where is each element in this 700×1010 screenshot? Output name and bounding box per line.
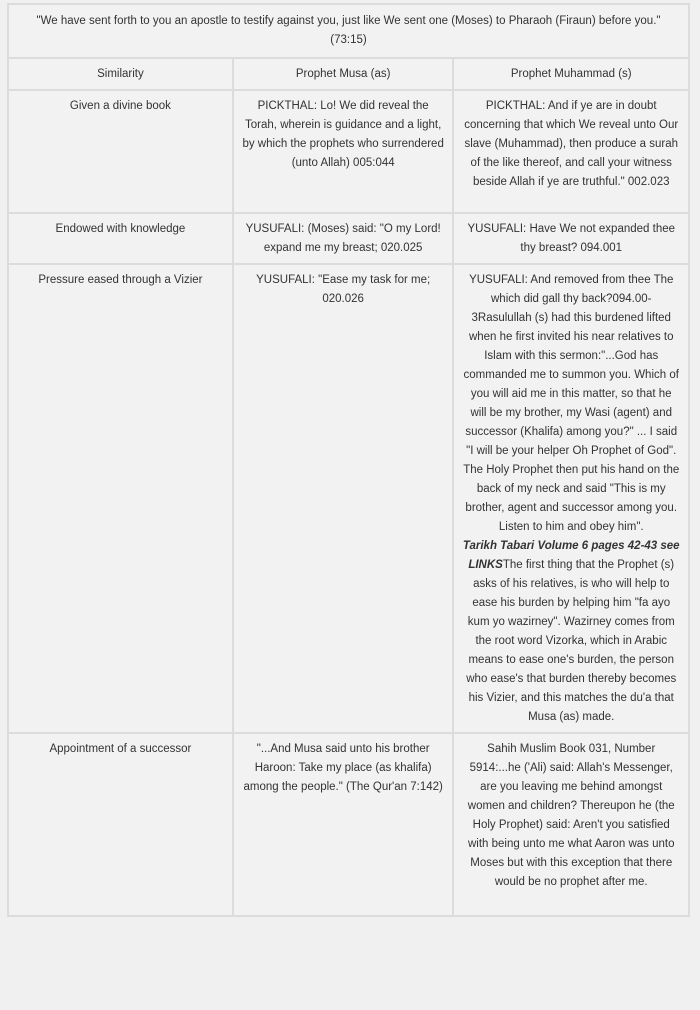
muhammad-cell: Sahih Muslim Book 031, Number 5914:...he ('Ali) said: Allah's Messenger, are you leaving me behind amongst women and children? Thereupon he (the Holy Prophet) said: Aren't you satisfied with being unto me what Aaron was unto Moses but with this exception that there would be no prophet after me. — [453, 733, 689, 916]
header-similarity: Similarity — [8, 58, 233, 90]
header-prophet-musa: Prophet Musa (as) — [233, 58, 454, 90]
table-row — [8, 264, 689, 733]
source-reference-link[interactable]: Tarikh Tabari Volume 6 pages 42-43 see LINKS — [462, 540, 680, 571]
similarity-cell: Pressure eased through a Vizier — [8, 264, 233, 733]
similarity-cell: Endowed with knowledge — [8, 213, 233, 264]
musa-cell: "...And Musa said unto his brother Haroon: Take my place (as khalifa) among the people." (The Qur'an 7:142) — [233, 733, 454, 916]
similarity-cell: Given a divine book — [8, 90, 233, 213]
musa-cell: PICKTHAL: Lo! We did reveal the Torah, wherein is guidance and a light, by which the prophets who surrendered (unto Allah) 005:044 — [233, 90, 454, 213]
musa-cell: YUSUFALI: "Ease my task for me; 020.026 — [233, 264, 454, 733]
header-prophet-muhammad: Prophet Muhammad (s) — [453, 58, 689, 90]
musa-cell: YUSUFALI: (Moses) said: "O my Lord! expand me my breast; 020.025 — [233, 213, 454, 264]
comparison-table-container — [7, 3, 690, 917]
comparison-table — [7, 3, 690, 917]
muhammad-cell — [453, 264, 689, 733]
header-row — [8, 58, 689, 90]
muhammad-cell: PICKTHAL: And if ye are in doubt concerning that which We reveal unto Our slave (Muhammad), then produce a surah of the like thereof, and call your witness beside Allah if ye are truthful." 002.023 — [453, 90, 689, 213]
muhammad-cell-continuation: The first thing that the Prophet (s) asks of his relatives, is who will help to ease his burden by helping him "fa ayo kum yo wazirney". Wazirney comes from the root word Vizorka, which in Arabic means to ease one's burden, the person who ease's that burden thereby becomes his Vizier, and this matches the du'a that Musa (as) made. — [466, 559, 677, 723]
muhammad-cell-text: YUSUFALI: And removed from thee The which did gall thy back?094.00-3Rasulullah (s) had this burdened lifted when he first invited his near relatives to Islam with this sermon:"...God has commanded me to summon you. Which of you will aid me in this matter, so that he will be my brother, my Wasi (agent) and successor (Khalifa) among you?" ... I said "I will be your helper Oh Prophet of God". The Holy Prophet then put his hand on the back of my neck and said "This is my brother, agent and successor among you. Listen to him and obey him". — [463, 274, 680, 533]
caption-row — [8, 4, 689, 58]
table-row — [8, 90, 689, 213]
muhammad-cell: YUSUFALI: Have We not expanded thee thy breast? 094.001 — [453, 213, 689, 264]
table-row — [8, 213, 689, 264]
similarity-cell: Appointment of a successor — [8, 733, 233, 916]
table-row — [8, 733, 689, 916]
table-caption: "We have sent forth to you an apostle to testify against you, just like We sent one (Moses) to Pharaoh (Firaun) before you." (73:15) — [8, 4, 689, 58]
